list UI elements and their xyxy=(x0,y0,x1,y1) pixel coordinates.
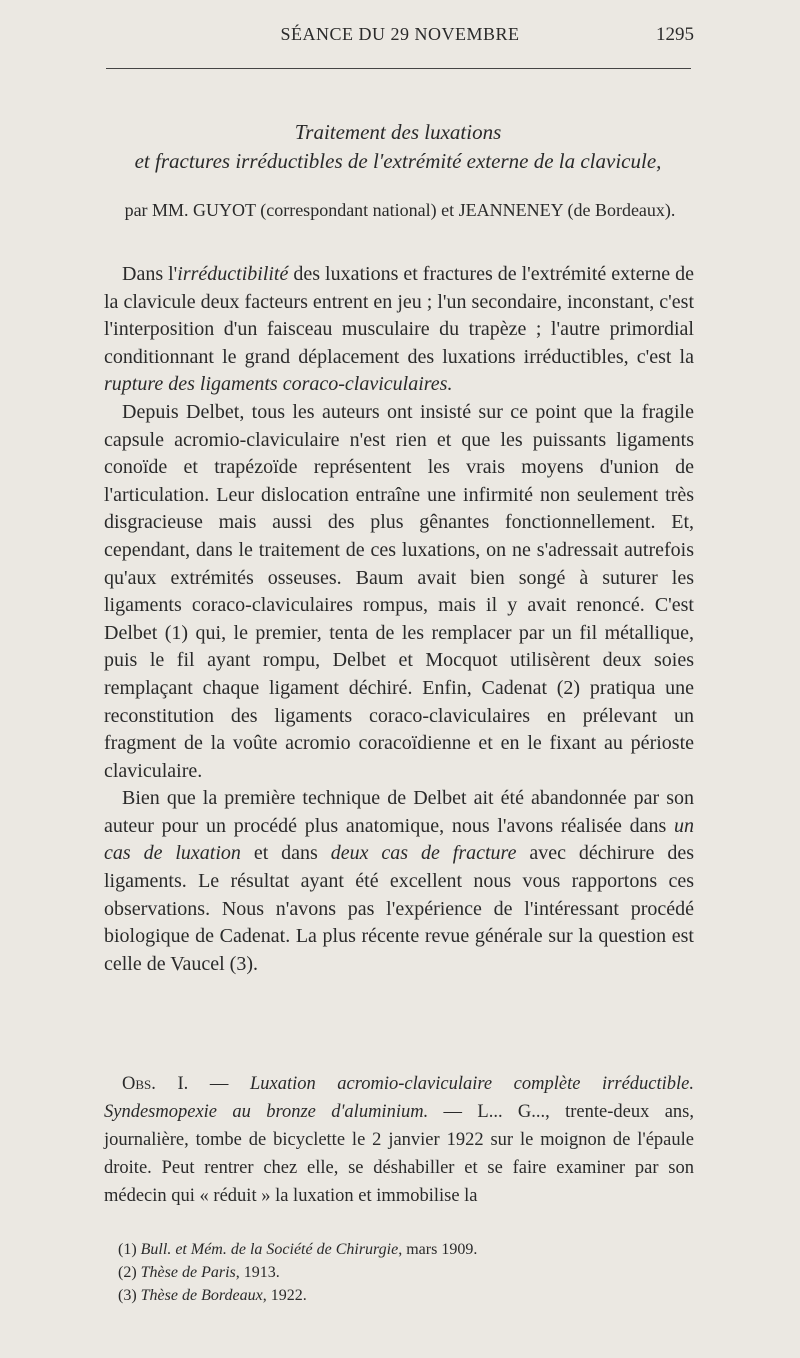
paragraph-1-italic-a: irréductibilité xyxy=(177,263,289,285)
paragraph-3-text-c: avec déchirure des ligaments. Le résultat ayant été excellent nous vous rapportons ces observations. Nous n'avons pas l'expérience de l'intéressant procédé biologique de Cadenat. La plus récente revue générale sur la question est celle de Vaucel (3). xyxy=(104,842,694,975)
footnotes xyxy=(118,1238,678,1307)
footnote-number: (3) xyxy=(118,1287,137,1304)
paragraph-1-italic-b: rupture des ligaments coraco-claviculaires. xyxy=(104,373,453,396)
footnote-source: Bull. et Mém. de la Société de Chirurgie xyxy=(140,1241,399,1258)
running-title: SÉANCE DU 29 NOVEMBRE xyxy=(280,24,520,44)
observation-paragraph xyxy=(104,1070,694,1210)
paragraph-3-text-a: Bien que la première technique de Delbet ait été abandonnée par son auteur pour un procédé plus anatomique, nous l'avons réalisée dans xyxy=(104,787,694,837)
page-number: 1295 xyxy=(656,24,694,45)
footnote-detail: , 1913. xyxy=(235,1264,280,1281)
article-body xyxy=(104,261,694,978)
observation-dash: — xyxy=(188,1074,250,1094)
observation-label: Obs. I. xyxy=(122,1074,189,1094)
article-title-line-2: et fractures irréductibles de l'extrémité externe de la clavicule, xyxy=(134,149,662,173)
paragraph-3-text-b: et dans xyxy=(240,842,331,865)
byline: par MM. GUYOT (correspondant national) et JEANNENEY (de Bordeaux). xyxy=(124,200,676,220)
article-title-line-1: Traitement des luxations xyxy=(294,120,502,144)
paragraph-1 xyxy=(104,261,694,399)
footnote-detail: , 1922. xyxy=(262,1287,307,1304)
footnote-detail: , mars 1909. xyxy=(398,1241,478,1258)
observation-text: — L... G..., trente-deux ans, journalière, tombe de bicyclette le 2 janvier 1922 sur le moignon de l'épaule droite. Peut rentrer chez elle, se déshabiller et se faire examiner par son médecin qui « réduit » la luxation et immobilise la xyxy=(104,1102,694,1206)
paragraph-1-text-b: des luxations et fractures de l'extrémité externe de la clavicule deux facteurs entrent en jeu ; l'un secondaire, inconstant, c'est l'interposition d'un faisceau musculaire du trapèze ; l'autre primordial conditionnant le grand déplacement des luxations irréductibles, c'est la xyxy=(104,263,695,368)
paragraph-3-italic-a: un cas de luxation xyxy=(104,814,694,865)
article-title xyxy=(100,118,696,176)
paragraph-3-italic-b: deux cas de fracture xyxy=(330,842,517,865)
page-header xyxy=(106,24,694,52)
header-rule xyxy=(106,68,691,69)
footnote-source: Thèse de Bordeaux xyxy=(140,1287,263,1304)
observation-section xyxy=(104,1070,694,1210)
footnote-2 xyxy=(118,1261,678,1284)
paragraph-2: Depuis Delbet, tous les auteurs ont insisté sur ce point que la fragile capsule acromio-claviculaire n'est rien et que les puissants ligaments conoïde et trapézoïde représentent les vrais moyens d'union de l'articulation. Leur dislocation entraîne une infirmité non seulement très disgracieuse mais aussi des plus gênantes fonctionnellement. Et, cependant, dans le traitement de ces luxations, on ne s'adressait autrefois qu'aux extrémités osseuses. Baum avait bien songé à suturer les ligaments coraco-claviculaires rompus, mais il y avait renoncé. C'est Delbet (1) qui, le premier, tenta de les remplacer par un fil métallique, puis le fil ayant rompu, Delbet et Mocquot utilisèrent deux soies remplaçant chaque ligament déchiré. Enfin, Cadenat (2) pratiqua une reconstitution des ligaments coraco-claviculaires en prélevant un fragment de la voûte acromio coracoïdienne et en le fixant au périoste claviculaire. xyxy=(104,400,694,782)
footnote-number: (1) xyxy=(118,1241,137,1258)
paragraph-3 xyxy=(104,785,694,978)
footnote-1 xyxy=(118,1238,678,1261)
footnote-source: Thèse de Paris xyxy=(140,1264,236,1281)
observation-title: Luxation acromio-claviculaire complète irréductible. Syndesmopexie au bronze d'aluminium. xyxy=(104,1074,695,1122)
footnote-number: (2) xyxy=(118,1264,137,1281)
paragraph-1-text-a: Dans l' xyxy=(122,263,178,285)
footnote-3 xyxy=(118,1284,678,1307)
